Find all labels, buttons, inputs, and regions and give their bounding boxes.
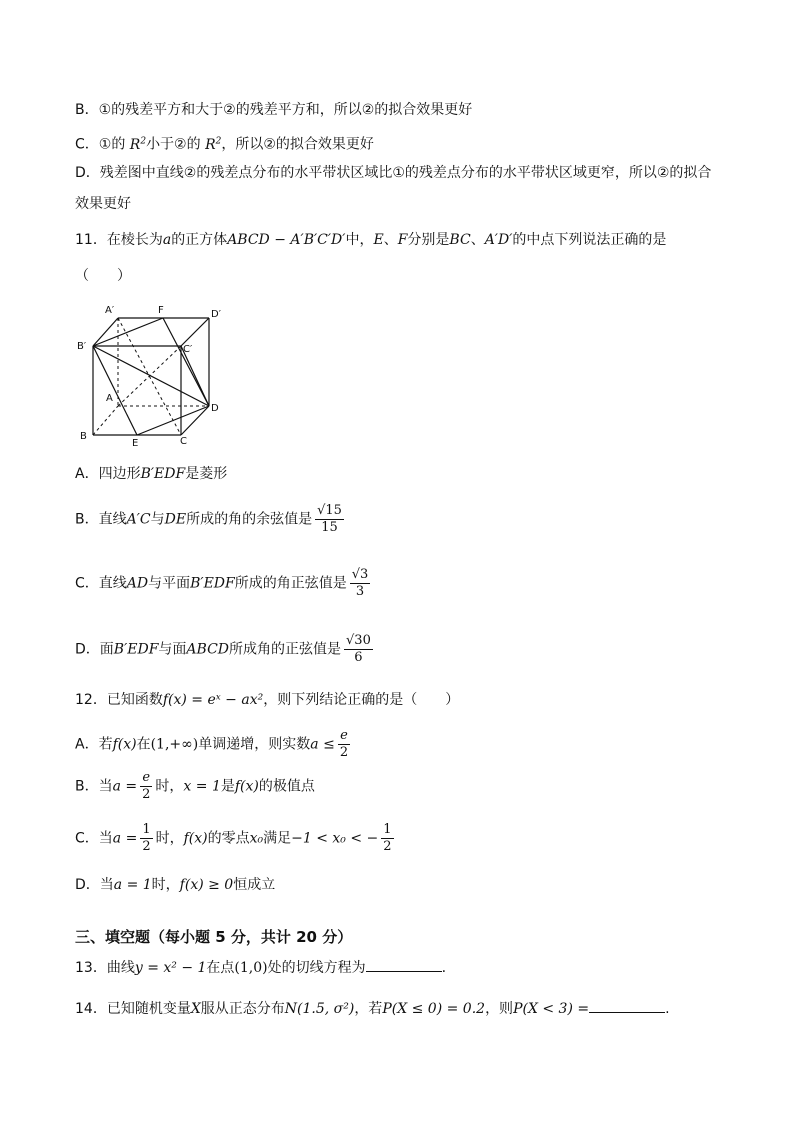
segment-fd <box>163 318 209 406</box>
q11-option-a-text2: 是菱形 <box>185 466 228 482</box>
q12-option-a-math1: f(x) <box>112 736 137 753</box>
q12-option-c-math4: −1 < x₀ < − <box>291 830 379 847</box>
label-d: D <box>211 403 219 414</box>
q12-option-a-math2: (1,+∞) <box>150 736 199 753</box>
edge-cd <box>181 406 209 435</box>
q12-option-b-text2: 时， <box>155 778 184 795</box>
q11-option-d-text2: 与面 <box>158 641 187 658</box>
q13-mid: 在点 <box>206 960 235 976</box>
q14-mid3: ，则 <box>485 1001 514 1017</box>
fraction-numerator: 1 <box>142 822 151 837</box>
q13-suffix: 处的切线方程为 <box>267 960 366 976</box>
q11-option-a <box>75 463 227 485</box>
q12-option-c <box>75 822 397 855</box>
q11-mid: 的正方体 <box>171 232 228 248</box>
q12-option-a-text: A．若 <box>75 736 113 753</box>
q11-option-d-text: D．面 <box>75 641 114 658</box>
label-e: E <box>132 438 139 448</box>
q12-option-c-fraction2 <box>381 822 393 855</box>
label-a: A <box>106 393 113 404</box>
q10-option-d-line2: 效果更好 <box>75 196 131 212</box>
q12-option-d <box>75 874 275 896</box>
q11-option-d-fraction <box>344 633 373 666</box>
fraction-numerator: √3 <box>351 567 369 582</box>
q14 <box>75 998 670 1020</box>
label-c1: C′ <box>183 344 193 355</box>
q10-option-c-r2-b: $R^2$ <box>205 136 222 153</box>
q12-option-b-fraction <box>140 770 152 803</box>
q11-answer-paren: （ ） <box>75 268 131 284</box>
q10-option-c-text-b: 小于②的 <box>146 136 206 153</box>
q11-option-c-math1: AD <box>126 575 149 592</box>
q10-option-c-r2-a: $R^2$ <box>129 136 147 153</box>
fraction-denominator: 2 <box>383 839 392 854</box>
q14-prefix: 14．已知随机变量 <box>75 1001 191 1017</box>
q12-option-c-text: C．当 <box>75 830 113 847</box>
q12-option-c-text2: 时， <box>155 830 184 847</box>
q10-option-c-text-c: ，所以②的拟合效果更好 <box>221 136 374 153</box>
q10-option-c-text-a: C．①的 <box>75 136 130 153</box>
q12-option-b-math2: x = 1 <box>183 778 221 795</box>
fraction-denominator: 2 <box>142 839 151 854</box>
fraction-denominator: 2 <box>142 787 151 802</box>
fraction-denominator: 3 <box>355 584 365 599</box>
q12-stem <box>75 689 459 711</box>
q12-option-d-text3: 恒成立 <box>233 877 276 893</box>
q11-sep: 、 <box>383 232 398 248</box>
q12-option-b-math3: f(x) <box>234 778 259 795</box>
q14-target: P(X < 3) = <box>513 1001 590 1017</box>
q12-option-c-text3: 的零点 <box>207 830 250 847</box>
q14-condition: P(X ≤ 0) = 0.2 <box>382 1001 486 1017</box>
label-b: B <box>80 431 87 442</box>
q13-curve: y = x² − 1 <box>134 960 207 976</box>
q11-segment-bc: BC <box>449 232 471 248</box>
q11-option-b <box>75 503 347 536</box>
fraction-denominator: 15 <box>321 520 338 535</box>
fraction-numerator: e <box>140 770 152 787</box>
q11-option-b-text3: 所成的角的余弦值是 <box>186 511 313 528</box>
segment-b1e <box>93 346 137 435</box>
q14-mid: 服从正态分布 <box>200 1001 285 1017</box>
q11-option-c-text2: 与平面 <box>148 575 191 592</box>
edge-b1a1 <box>93 318 118 346</box>
segment-b1f <box>93 318 163 346</box>
fraction-numerator: √30 <box>346 633 371 648</box>
q11-point-e: E <box>373 232 384 248</box>
edge-c1d1 <box>181 318 209 346</box>
segment-c1d <box>181 346 209 406</box>
q12-option-b-text3: 是 <box>220 778 235 795</box>
q14-var-x: X <box>190 1001 201 1017</box>
q11-option-c-math2: B′EDF <box>190 575 235 592</box>
q12-option-d-text2: 时， <box>151 877 180 893</box>
fraction-numerator: √15 <box>317 503 342 518</box>
q11-option-b-text2: 与 <box>150 511 165 528</box>
q10-option-d-line1: D．残差图中直线②的残差点分布的水平带状区域比①的残差点分布的水平带状区域更窄，所以②的拟合 <box>75 165 712 181</box>
q12-option-c-math2: f(x) <box>183 830 208 847</box>
q11-option-c-text: C．直线 <box>75 575 127 592</box>
cube-figure <box>75 298 225 448</box>
q12-option-d-math1: a = 1 <box>113 877 152 893</box>
label-a1: A′ <box>105 305 115 316</box>
q12-option-b-math1: a = <box>112 778 138 795</box>
q11-mid3: 分别是 <box>407 232 450 248</box>
q14-mid2: ，若 <box>354 1001 383 1017</box>
fraction-numerator: e <box>338 728 350 745</box>
q11-option-d-text3: 所成角的正弦值是 <box>229 641 342 658</box>
q10-option-c <box>75 130 374 156</box>
q12-option-a-text3: 单调递增，则实数 <box>198 736 311 753</box>
q11-option-b-text: B．直线 <box>75 511 127 528</box>
q11-option-d-math1: B′EDF <box>113 641 159 658</box>
hidden-segment-ac1 <box>118 346 181 406</box>
q11-var-a: a <box>162 232 172 248</box>
q13-answer-blank[interactable] <box>366 957 442 972</box>
q12-option-d-text: D．当 <box>75 877 114 893</box>
q11-option-b-math2: DE <box>164 511 187 528</box>
q11-option-b-math1: A′C <box>126 511 151 528</box>
q12-option-a-fraction <box>338 728 350 761</box>
q14-distribution: N(1.5, σ²) <box>284 1001 355 1017</box>
q11-option-c <box>75 567 373 600</box>
q11-stem <box>75 229 666 251</box>
hidden-edge-ba <box>93 406 118 435</box>
q12-option-c-text4: 满足 <box>263 830 292 847</box>
q12-prefix: 12．已知函数 <box>75 692 163 708</box>
q11-option-a-math: B′EDF <box>140 466 186 482</box>
q12-function: f(x) = eˣ − ax² <box>162 692 264 708</box>
q12-option-c-math1: a = <box>112 830 138 847</box>
q12-option-d-math2: f(x) ≥ 0 <box>179 877 234 893</box>
q14-end: . <box>665 1001 670 1017</box>
q12-option-c-math3: x₀ <box>249 830 264 847</box>
q11-option-d-math2: ABCD <box>186 641 230 658</box>
q13-end: . <box>441 960 447 976</box>
fraction-denominator: 2 <box>339 745 349 760</box>
fraction-denominator: 6 <box>354 650 363 665</box>
label-f: F <box>158 305 164 316</box>
q12-option-a-text2: 在 <box>136 736 151 753</box>
q13-point: (1,0) <box>234 960 268 976</box>
q11-option-d <box>75 633 376 666</box>
q11-prefix: 11．在棱长为 <box>75 232 163 248</box>
q11-sep2: 、 <box>470 232 485 248</box>
q13 <box>75 957 446 979</box>
q12-option-a-math3: a ≤ <box>310 736 335 753</box>
q12-option-b <box>75 770 315 803</box>
label-c: C <box>180 436 187 447</box>
q11-point-f: F <box>397 232 408 248</box>
q13-prefix: 13．曲线 <box>75 960 135 976</box>
q11-suffix: 的中点下列说法正确的是 <box>512 232 667 248</box>
q12-option-c-fraction <box>140 822 152 855</box>
q11-cube-name: ABCD − A′B′C′D′ <box>227 232 346 248</box>
q12-option-a <box>75 728 353 761</box>
q11-option-a-text: A．四边形 <box>75 466 141 482</box>
q11-option-c-text3: 所成的角正弦值是 <box>234 575 347 592</box>
q11-mid2: 中， <box>345 232 374 248</box>
q10-option-b: B．①的残差平方和大于②的残差平方和，所以②的拟合效果更好 <box>75 102 473 118</box>
fraction-numerator: 1 <box>383 822 392 837</box>
q11-option-c-fraction <box>350 567 371 600</box>
label-d1: D′ <box>211 309 221 320</box>
q11-option-b-fraction <box>315 503 344 536</box>
q12-option-b-text: B．当 <box>75 778 113 795</box>
q11-segment-ad: A′D′ <box>484 232 513 248</box>
section-3-title: 三、填空题（每小题 5 分，共计 20 分） <box>75 928 353 946</box>
q12-option-b-text4: 的极值点 <box>258 778 315 795</box>
q14-answer-blank[interactable] <box>589 998 665 1013</box>
q12-suffix: ，则下列结论正确的是（ ） <box>263 692 460 708</box>
label-b1: B′ <box>77 341 87 352</box>
